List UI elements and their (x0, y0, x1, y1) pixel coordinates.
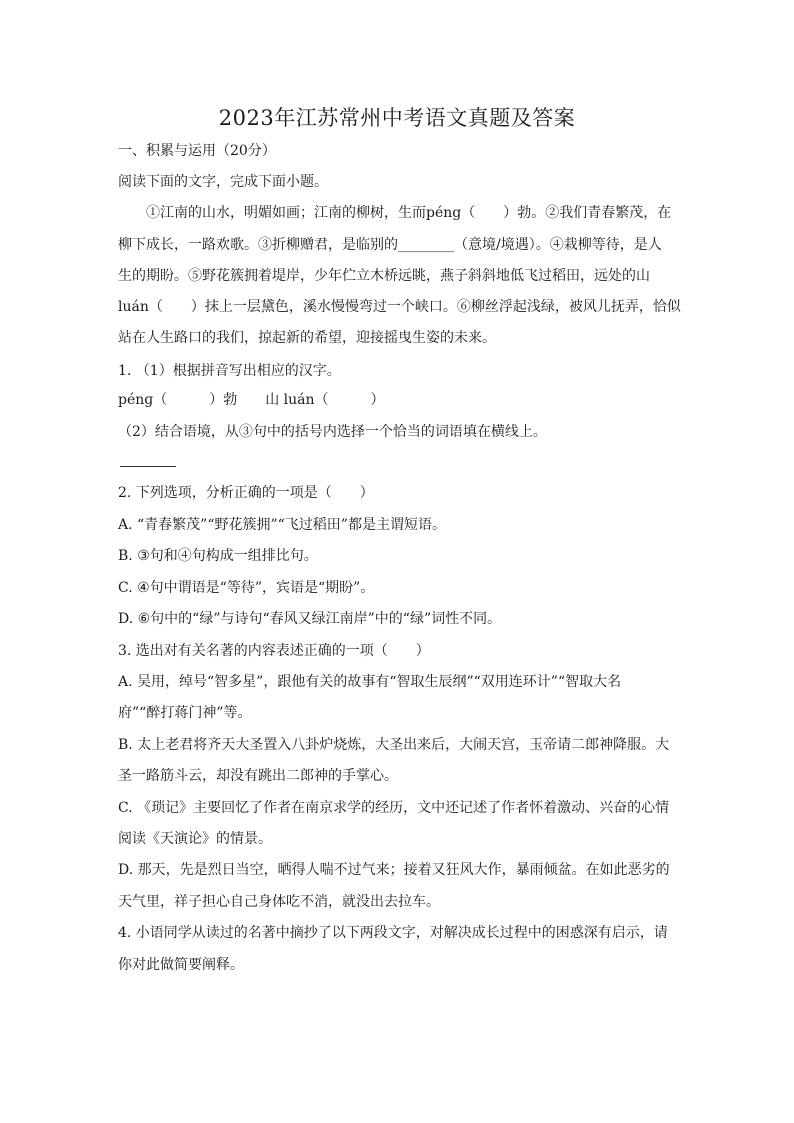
question-2-option-d: D. ⑥句中的“绿”与诗句“春风又绿江南岸”中的“绿”词性不同。 (118, 611, 502, 627)
question-4-stem-cont: 你对此做简要阐释。 (118, 957, 244, 973)
question-2-option-a: A. “青春繁茂”“野花簇拥”“飞过稻田”都是主谓短语。 (118, 517, 446, 533)
question-1-stem: 1. （1）根据拼音写出相应的汉字。 (118, 363, 341, 379)
section-heading: 一、积累与运用（20分） (118, 143, 276, 159)
passage-line: luán（ ）抹上一层黛色，溪水慢慢弯过一个峡口。⑥柳丝浮起浅绿，被风儿抚弄，恰似 (118, 299, 681, 315)
question-3-option-a: A. 吴用，绰号“智多星”，跟他有关的故事有“智取生辰纲”“双用连环计”“智取大名 (118, 674, 622, 690)
passage-line: 柳下成长，一路欢歌。③折柳赠君，是临别的________（意境/境遇）。④栽柳等待，是人 (118, 237, 662, 253)
question-3-option-d: D. 那天，先是烈日当空，晒得人喘不过气来；接着又狂风大作，暴雨倾盆。在如此恶劣的 (118, 862, 670, 878)
question-1-pinyin-line: pénɡ（ ）勃 山 luán（ ） (118, 392, 385, 408)
passage-line: 生的期盼。⑤野花簇拥着堤岸，少年伫立木桥远眺，燕子斜斜地低飞过稻田，远处的山 (118, 268, 650, 284)
instruction-text: 阅读下面的文字，完成下面小题。 (118, 174, 328, 190)
question-1-part-2: （2）结合语境，从③句中的括号内选择一个恰当的词语填在横线上。 (118, 424, 547, 440)
question-3-option-d-cont: 天气里，祥子担心自己身体吃不消，就没出去拉车。 (118, 894, 440, 910)
question-3-option-c: C. 《琐记》主要回忆了作者在南京求学的经历，文中还记述了作者怀着激动、兴奋的心情 (118, 800, 670, 816)
question-4-stem: 4. 小语同学从读过的名著中摘抄了以下两段文字，对解决成长过程中的困惑深有启示，请 (118, 925, 668, 941)
passage-line: ①江南的山水，明媚如画；江南的柳树，生而péng（ ）勃。②我们青春繁茂，在 (146, 205, 672, 221)
question-3-option-a-cont: 府”“醉打蒋门神”等。 (118, 705, 252, 721)
question-3-stem: 3. 选出对有关名著的内容表述正确的一项（ ） (118, 643, 430, 659)
question-3-option-c-cont: 阅读《天演论》的情景。 (118, 831, 272, 847)
question-2-option-b: B. ③句和④句构成一组排比句。 (118, 548, 318, 564)
answer-blank-line (120, 466, 176, 467)
document-title: 2023年江苏常州中考语文真题及答案 (218, 106, 576, 130)
question-2-stem: 2. 下列选项，分析正确的一项是（ ） (118, 485, 374, 501)
question-2-option-c: C. ④句中谓语是“等待”，宾语是“期盼”。 (118, 580, 375, 596)
passage-line: 站在人生路口的我们，掠起新的希望，迎接摇曳生姿的未来。 (118, 330, 496, 346)
question-3-option-b-cont: 圣一路筋斗云，却没有跳出二郎神的手掌心。 (118, 768, 398, 784)
question-3-option-b: B. 太上老君将齐天大圣置入八卦炉烧炼，大圣出来后，大闹天宫，玉帝请二郎神降服。大 (118, 737, 670, 753)
